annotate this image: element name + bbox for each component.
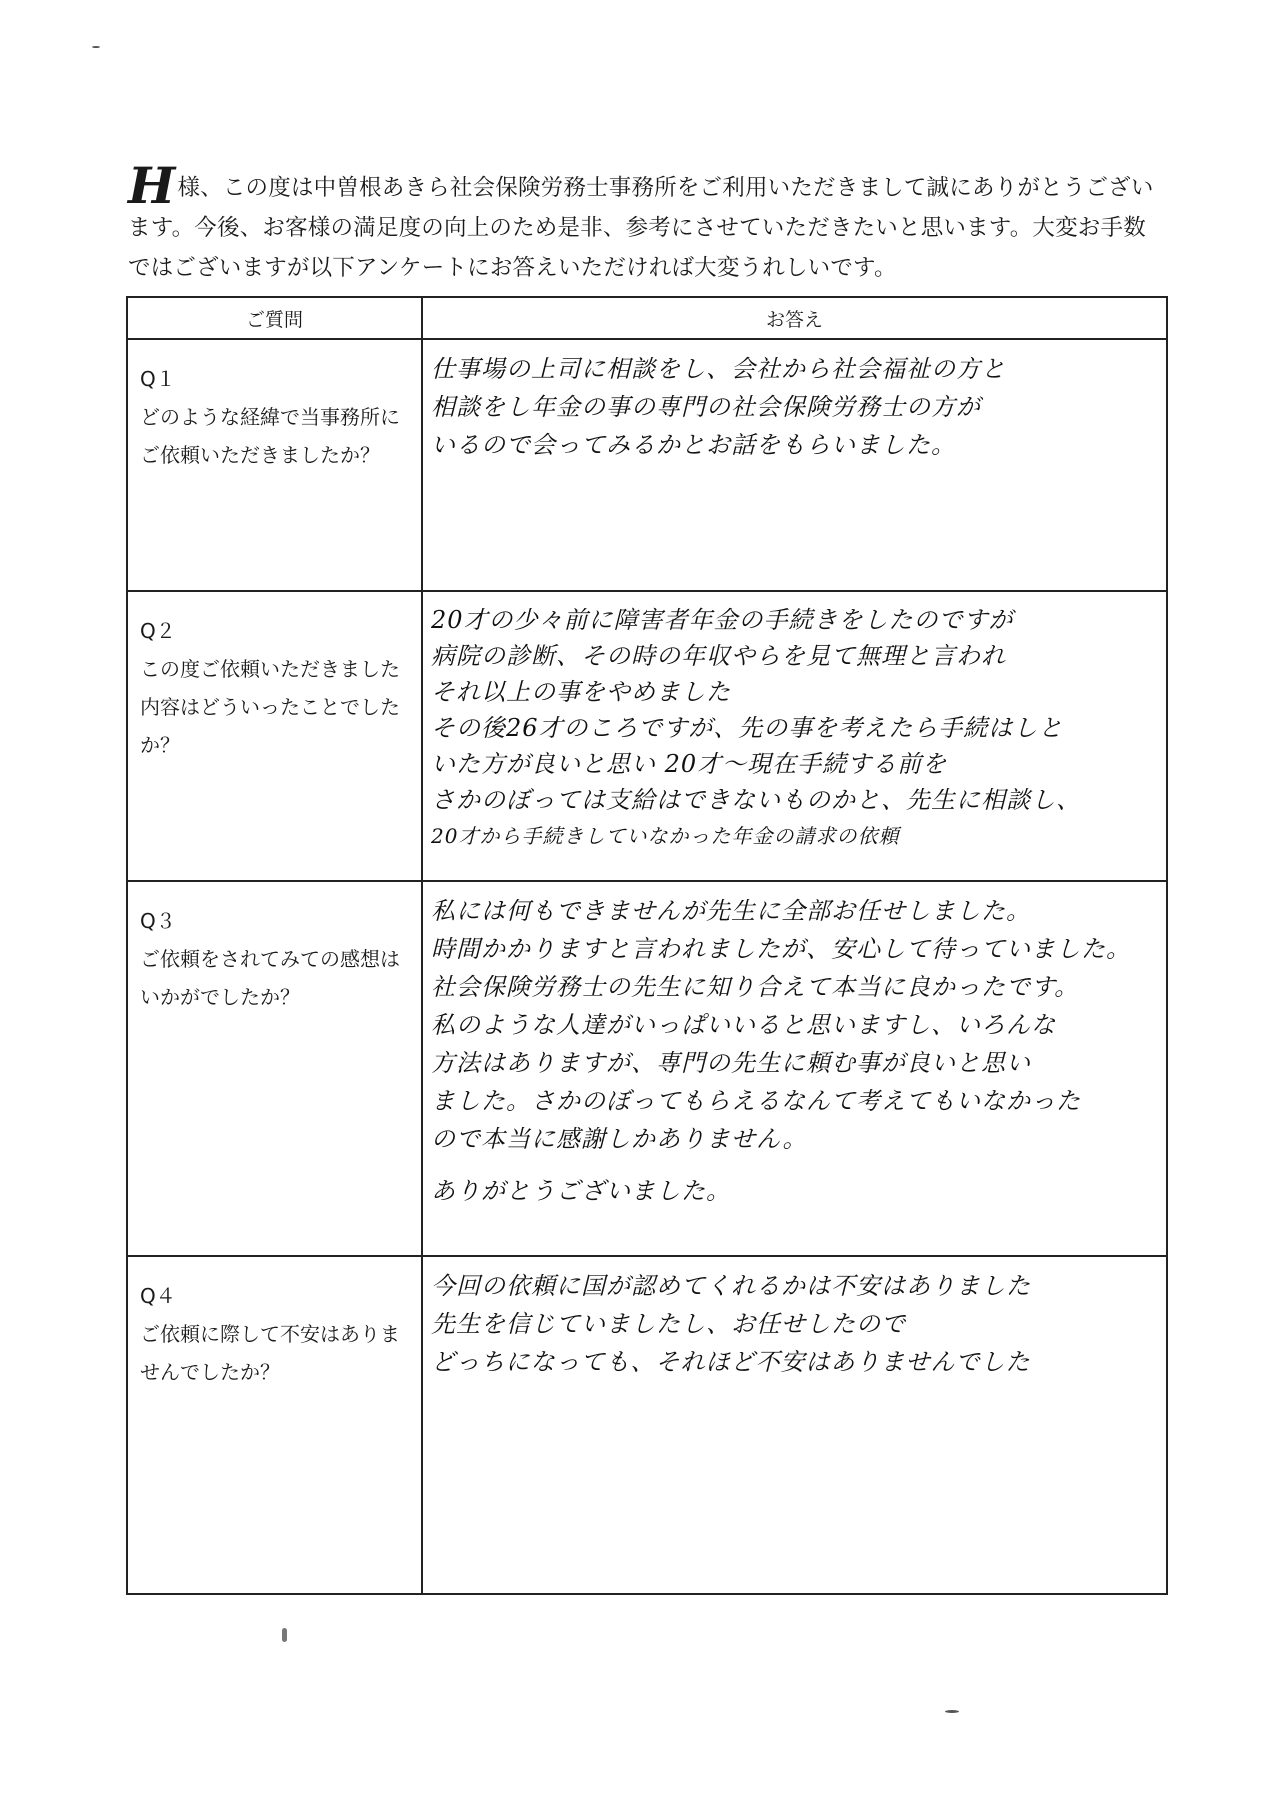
- question-text: どのような経緯で当事務所にご依頼いただきましたか？: [140, 405, 400, 467]
- answer-cell: [422, 339, 1167, 591]
- question-cell: [127, 591, 422, 881]
- handwritten-line: それ以上の事をやめました: [431, 678, 731, 706]
- question-text: ご依頼をされてみての感想はいかがでしたか？: [140, 947, 400, 1009]
- header-answer: お答え: [422, 297, 1167, 339]
- question-number: Q３: [140, 909, 176, 933]
- table-row: [127, 881, 1167, 1256]
- table-header-row: [127, 297, 1167, 339]
- question-cell: [127, 1256, 422, 1594]
- answer-cell: [422, 1256, 1167, 1594]
- question-text: ご依頼に際して不安はありませんでしたか？: [140, 1322, 400, 1384]
- scan-speck: [92, 46, 100, 48]
- handwritten-line: その後26才のころですが、先の事を考えたら手続はしと: [431, 714, 1064, 742]
- handwritten-line: 病院の診断、その時の年収やらを見て無理と言われ: [431, 642, 1006, 670]
- survey-table: [126, 296, 1168, 1595]
- table-row: [127, 339, 1167, 591]
- answer-cell: [422, 881, 1167, 1256]
- question-cell: [127, 339, 422, 591]
- handwritten-line: 先生を信じていましたし、お任せしたので: [431, 1310, 906, 1338]
- handwritten-line: 仕事場の上司に相談をし、会社から社会福祉の方と: [431, 355, 1006, 383]
- handwritten-line: ので本当に感謝しかありません。: [431, 1125, 808, 1153]
- handwritten-line: 方法はありますが、専門の先生に頼む事が良いと思い: [431, 1049, 1031, 1077]
- handwritten-line: 今回の依頼に国が認めてくれるかは不安はありました: [431, 1272, 1031, 1300]
- handwritten-line: いた方が良いと思い 20才～現在手続する前を: [431, 750, 948, 778]
- line-gap: [431, 1158, 1160, 1172]
- scan-speck: [282, 1628, 287, 1642]
- table-row: [127, 1256, 1167, 1594]
- answer-cell: [422, 591, 1167, 881]
- intro-paragraph: [128, 156, 1158, 288]
- customer-initial: H: [128, 156, 176, 215]
- handwritten-line: 相談をし年金の事の専門の社会保険労務士の方が: [431, 393, 981, 421]
- handwritten-line: どっちになっても、それほど不安はありませんでした: [431, 1348, 1031, 1376]
- handwritten-line: 時間かかりますと言われましたが、安心して待っていました。: [431, 935, 1131, 963]
- question-text: この度ご依頼いただきました内容はどういったことでしたか？: [140, 657, 400, 757]
- question-cell: [127, 881, 422, 1256]
- table-row: [127, 591, 1167, 881]
- scan-speck: [945, 1710, 959, 1713]
- header-question: ご質問: [127, 297, 422, 339]
- question-number: Q２: [140, 619, 176, 643]
- handwritten-line: ありがとうございました。: [431, 1177, 731, 1205]
- intro-text: 様、この度は中曽根あきら社会保険労務士事務所をご利用いただきまして誠にありがとうございます。今後、お客様の満足度の向上のため是非、参考にさせていただきたいと思います。大変お手数ではございますが以下アンケートにお答えいただければ大変うれしいです。: [128, 175, 1154, 281]
- question-number: Q４: [140, 1284, 176, 1308]
- handwritten-line: さかのぼっては支給はできないものかと、先生に相談し、: [431, 786, 1081, 814]
- handwritten-line: 私のような人達がいっぱいいると思いますし、いろんな: [431, 1011, 1056, 1039]
- handwritten-line: 20才から手続きしていなかった年金の請求の依頼: [431, 824, 900, 848]
- question-number: Q１: [140, 367, 176, 391]
- handwritten-line: 私には何もできませんが先生に全部お任せしました。: [431, 897, 1031, 925]
- handwritten-line: ました。さかのぼってもらえるなんて考えてもいなかった: [431, 1087, 1081, 1115]
- handwritten-line: いるので会ってみるかとお話をもらいました。: [431, 431, 956, 459]
- handwritten-line: 社会保険労務士の先生に知り合えて本当に良かったです。: [431, 973, 1080, 1001]
- handwritten-line: 20才の少々前に障害者年金の手続きをしたのですが: [431, 606, 1014, 634]
